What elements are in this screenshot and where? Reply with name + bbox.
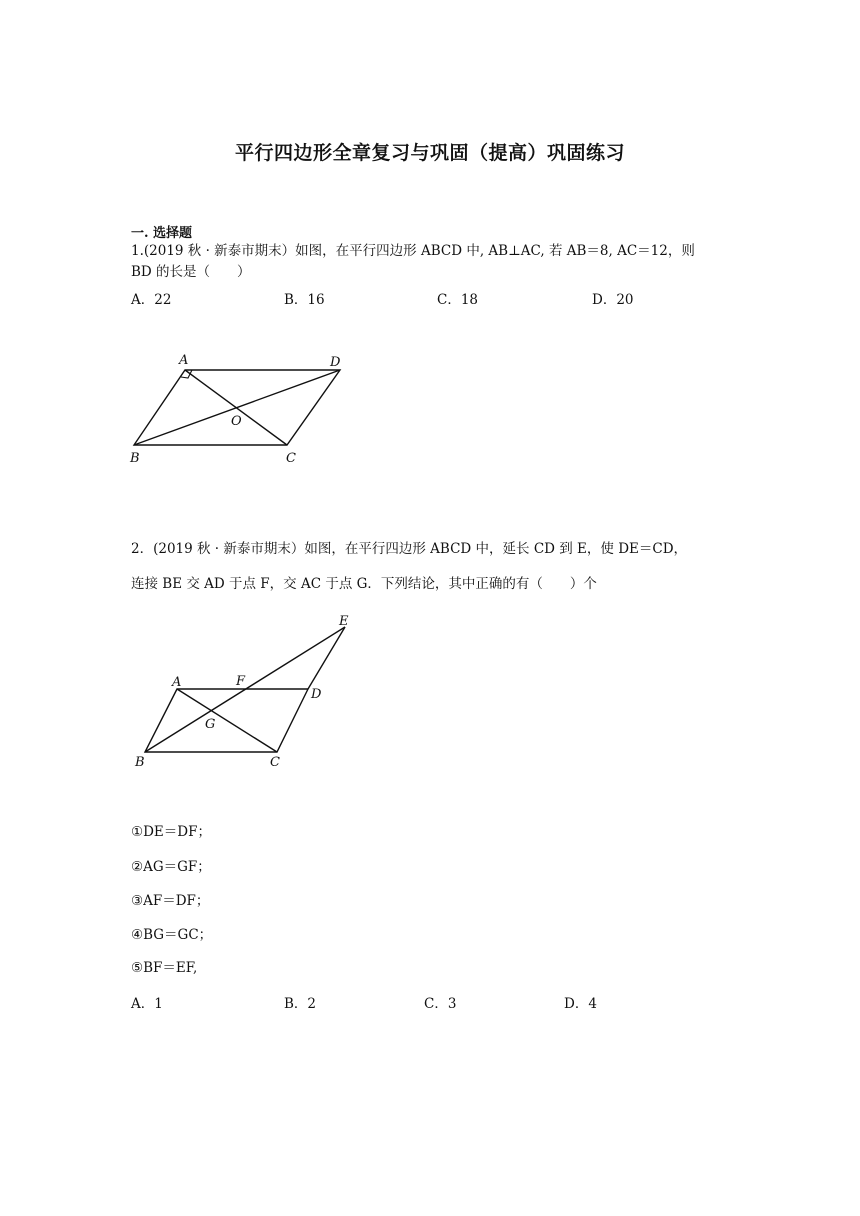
page-title: 平行四边形全章复习与巩固（提高）巩固练习 [234, 142, 625, 164]
statement-1: ①DE＝DF； [131, 824, 211, 840]
question-1-text-line-2: BD 的长是（ ） [131, 264, 251, 280]
fig2-label-b: B [135, 755, 145, 770]
question-1-option-a: A．22 [131, 292, 172, 308]
fig2-label-d: D [311, 687, 322, 702]
fig2-label-g: G [205, 717, 216, 732]
fig1-label-d: D [330, 355, 341, 370]
question-1-text-line-1: 1.(2019 秋 · 新泰市期末）如图，在平行四边形 ABCD 中, AB⊥AC, 若 AB＝8, AC＝12，则 [131, 243, 695, 259]
question-1-option-b: B．16 [284, 292, 325, 308]
fig1-label-b: B [130, 451, 140, 466]
fig2-label-f: F [236, 674, 246, 689]
segment-de [308, 627, 345, 689]
question-2-option-d: D．4 [564, 996, 597, 1012]
statement-2: ②AG＝GF； [131, 859, 211, 875]
fig1-label-o: O [231, 414, 242, 429]
question-1-option-d: D．20 [592, 292, 634, 308]
fig2-label-c: C [270, 755, 280, 770]
section-heading: 一. 选择题 [131, 226, 193, 241]
question-2-option-a: A．1 [131, 996, 163, 1012]
question-1-figure [120, 345, 370, 470]
question-2-text-line-1: 2．(2019 秋 · 新泰市期末）如图，在平行四边形 ABCD 中，延长 CD 到 E，使 DE＝CD， [131, 541, 688, 557]
fig1-label-a: A [179, 353, 189, 368]
question-2-text-line-2: 连接 BE 交 AD 于点 F，交 AC 于点 G．下列结论，其中正确的有（ ）个 [131, 576, 597, 592]
diagonal-ac [177, 689, 277, 752]
question-2-figure [125, 608, 365, 773]
fig2-label-a: A [172, 675, 182, 690]
question-1-option-c: C．18 [437, 292, 479, 308]
question-2-option-b: B．2 [284, 996, 317, 1012]
statement-5: ⑤BF＝EF, [131, 960, 198, 976]
statement-3: ③AF＝DF； [131, 893, 210, 909]
fig1-label-c: C [286, 451, 296, 466]
statement-4: ④BG＝GC； [131, 927, 213, 943]
question-2-option-c: C．3 [424, 996, 457, 1012]
fig2-label-e: E [339, 614, 349, 629]
diagonal-bd [134, 370, 340, 445]
